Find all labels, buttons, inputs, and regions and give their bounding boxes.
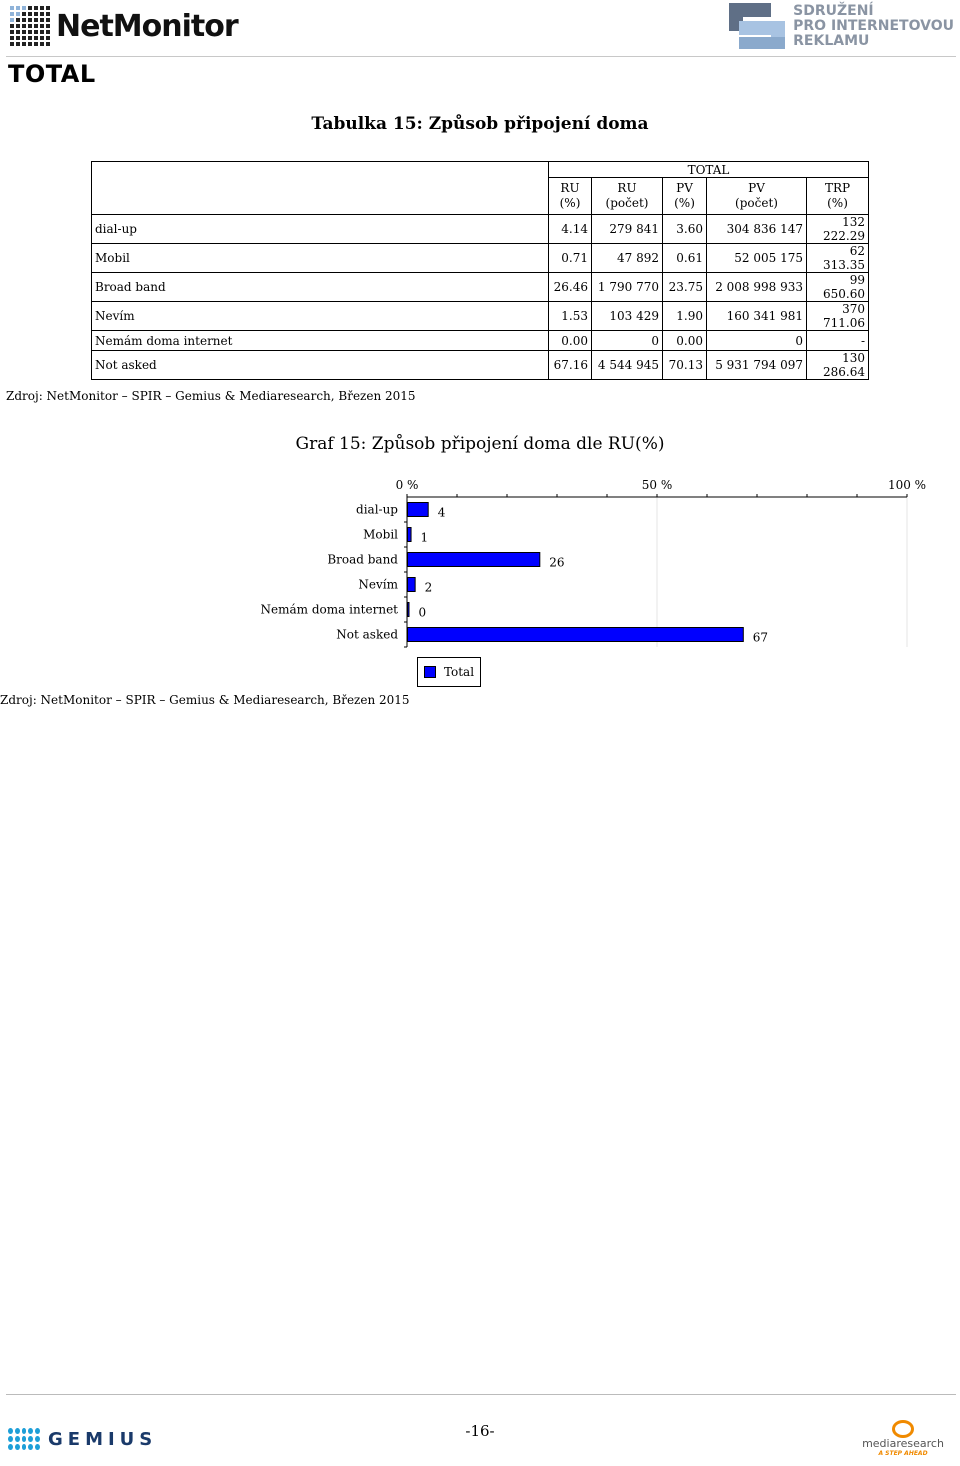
- mediaresearch-circle-icon: [892, 1420, 914, 1438]
- data-label: 26: [549, 555, 565, 570]
- column-header-line: RU: [617, 181, 637, 195]
- column-header-line: (počet): [605, 196, 649, 210]
- page-number: -16-: [465, 1422, 495, 1440]
- table-cell: 0.00: [663, 331, 707, 351]
- netmonitor-dots-icon: [10, 6, 50, 46]
- data-label: 4: [437, 505, 446, 520]
- bar: [408, 503, 429, 517]
- table-cell: 23.75: [663, 273, 707, 302]
- row-label: Mobil: [92, 244, 549, 273]
- table-cell: 160 341 981: [707, 302, 807, 331]
- chart-legend: [417, 657, 481, 687]
- table-cell: 0.00: [549, 331, 592, 351]
- netmonitor-logo-text: NetMonitor: [56, 8, 238, 44]
- table-cell: 47 892: [592, 244, 663, 273]
- table-cell: 1.53: [549, 302, 592, 331]
- table-cell: 1 790 770: [592, 273, 663, 302]
- spir-logo-line: REKLAMU: [793, 32, 870, 49]
- table-cell: 2 008 998 933: [707, 273, 807, 302]
- column-header-line: PV: [676, 181, 693, 195]
- data-table: [91, 161, 869, 380]
- spir-logo: [729, 2, 954, 50]
- column-header-line: (počet): [735, 196, 778, 210]
- table-cell: 370 711.06: [807, 302, 869, 331]
- table-cell: 103 429: [592, 302, 663, 331]
- table-cell: 26.46: [549, 273, 592, 302]
- data-label: 1: [420, 530, 429, 545]
- table-title: Tabulka 15: Způsob připojení doma: [311, 114, 649, 134]
- bar: [408, 553, 540, 567]
- footer-divider: [6, 1394, 956, 1395]
- table-cell: 99 650.60: [807, 273, 869, 302]
- table-cell: 0: [707, 331, 807, 351]
- column-header-line: (%): [674, 196, 695, 210]
- column-header-line: TRP: [824, 181, 851, 195]
- table-cell: 279 841: [592, 215, 663, 244]
- table-cell: 0: [592, 331, 663, 351]
- table-cell: 132 222.29: [807, 215, 869, 244]
- table-cell: 5 931 794 097: [707, 351, 807, 380]
- table-cell: 4 544 945: [592, 351, 663, 380]
- table-cell: 62 313.35: [807, 244, 869, 273]
- category-label: dial-up: [356, 502, 398, 517]
- table-row: [92, 215, 869, 244]
- column-header-trp-pct: [807, 178, 869, 215]
- x-tick-label: 0 %: [395, 478, 419, 492]
- column-header-pv-count: [707, 178, 807, 215]
- table-source-note: Zdroj: NetMonitor – SPIR – Gemius & Mediaresearch, Březen 2015: [6, 389, 416, 403]
- mediaresearch-logo-text: mediaresearch: [862, 1437, 944, 1450]
- row-label: Broad band: [92, 273, 549, 302]
- bar-chart: [260, 470, 940, 654]
- row-label: dial-up: [92, 215, 549, 244]
- table-row: [92, 331, 869, 351]
- table-cell: 67.16: [549, 351, 592, 380]
- category-label: Nevím: [358, 577, 398, 592]
- table-row: [92, 273, 869, 302]
- table-cell: 130 286.64: [807, 351, 869, 380]
- mediaresearch-tagline: A STEP AHEAD: [878, 1450, 928, 1457]
- table-cell: 0.71: [549, 244, 592, 273]
- legend-swatch: [424, 666, 436, 678]
- table-cell: -: [807, 331, 869, 351]
- category-label: Broad band: [327, 552, 398, 567]
- bar: [408, 578, 416, 592]
- table-row: [92, 302, 869, 331]
- bar: [408, 603, 410, 617]
- table-cell: 4.14: [549, 215, 592, 244]
- bar: [408, 628, 744, 642]
- table-cell: 70.13: [663, 351, 707, 380]
- table-cell: 1.90: [663, 302, 707, 331]
- table-group-header-row: [92, 162, 869, 178]
- chart-source-note: Zdroj: NetMonitor – SPIR – Gemius & Mediaresearch, Březen 2015: [0, 693, 410, 707]
- gemius-logo-text: GEMIUS: [48, 1428, 158, 1450]
- column-header-line: (%): [559, 196, 581, 210]
- table-cell: 3.60: [663, 215, 707, 244]
- row-label: Nevím: [92, 302, 549, 331]
- category-label: Mobil: [363, 527, 398, 542]
- category-label: Nemám doma internet: [260, 602, 398, 617]
- table-corner-cell: [92, 162, 549, 215]
- spir-logo-line: PRO INTERNETOVOU: [793, 17, 954, 34]
- table-row: [92, 351, 869, 380]
- chart-title: Graf 15: Způsob připojení doma dle RU(%): [295, 434, 665, 454]
- column-header-ru-count: [592, 178, 663, 215]
- spir-logo-text: [793, 4, 954, 49]
- column-header-line: PV: [748, 181, 765, 195]
- table-cell: 0.61: [663, 244, 707, 273]
- column-header-ru-pct: [549, 178, 592, 215]
- table-cell: 52 005 175: [707, 244, 807, 273]
- column-header-line: RU: [560, 181, 580, 195]
- column-header-line: (%): [827, 196, 848, 210]
- netmonitor-logo: [10, 6, 238, 46]
- spir-mark-icon: [729, 3, 785, 49]
- table-cell: 304 836 147: [707, 215, 807, 244]
- row-label: Not asked: [92, 351, 549, 380]
- category-label: Not asked: [336, 627, 398, 642]
- row-label: Nemám doma internet: [92, 331, 549, 351]
- header-divider: [6, 56, 956, 57]
- data-label: 67: [752, 630, 769, 645]
- table-group-header: TOTAL: [549, 162, 869, 178]
- mediaresearch-logo: [862, 1420, 944, 1457]
- spir-logo-line: SDRUŽENÍ: [793, 2, 874, 19]
- x-tick-label: 100 %: [887, 478, 927, 492]
- data-label: 2: [424, 580, 433, 595]
- data-label: 0: [418, 605, 427, 620]
- table-row: [92, 244, 869, 273]
- column-header-pv-pct: [663, 178, 707, 215]
- legend-label: Total: [443, 665, 475, 679]
- page-heading: TOTAL: [8, 60, 96, 88]
- bar: [408, 528, 412, 542]
- x-tick-label: 50 %: [641, 478, 673, 492]
